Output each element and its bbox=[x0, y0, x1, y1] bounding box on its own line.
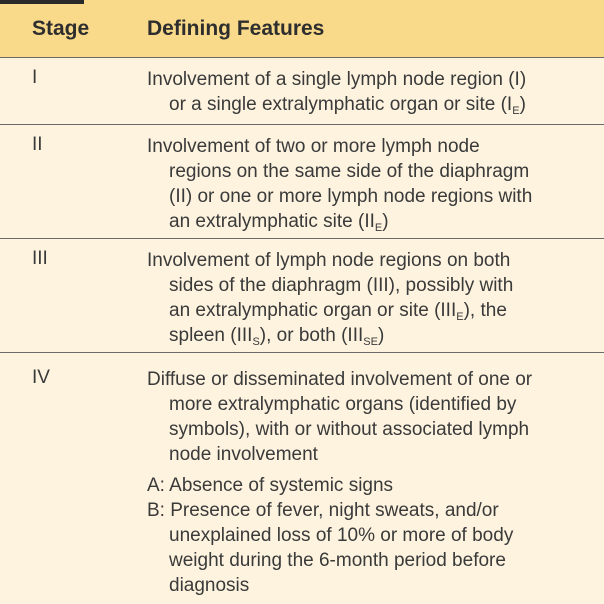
feature-line: symbols), with or without associated lymph bbox=[169, 419, 530, 440]
feature-line: more extralymphatic organs (identified by bbox=[169, 394, 517, 415]
feature-line: Involvement of two or more lymph node bbox=[147, 136, 480, 157]
stage-features bbox=[147, 367, 587, 598]
feature-line: unexplained loss of 10% or more of body bbox=[169, 525, 514, 546]
stage-features bbox=[147, 134, 587, 234]
feature-line: node involvement bbox=[169, 444, 318, 465]
header-defining-features: Defining Features bbox=[147, 17, 325, 40]
stage-label: II bbox=[32, 134, 43, 155]
table-row-stage-3 bbox=[0, 239, 604, 353]
top-edge-strip bbox=[0, 0, 84, 4]
feature-line: an extralymphatic organ or site $(III_E)$, the bbox=[169, 300, 507, 323]
table-row-stage-2 bbox=[0, 125, 604, 239]
header-stage: Stage bbox=[32, 17, 90, 40]
feature-line: regions on the same side of the diaphragm bbox=[169, 161, 530, 182]
table-row-stage-4 bbox=[0, 353, 604, 604]
table-header bbox=[0, 0, 604, 58]
feature-line: (II) or one or more lymph node regions with bbox=[169, 186, 533, 207]
feature-line: Involvement of a single lymph node region (I) bbox=[147, 69, 527, 90]
feature-line: an extralymphatic site $(II_E)$ bbox=[169, 211, 389, 234]
feature-line: Diffuse or disseminated involvement of one or bbox=[147, 369, 533, 390]
feature-line: weight during the 6-month period before bbox=[169, 550, 506, 571]
feature-line: spleen $(III_S)$, or both $(III_{SE})$ bbox=[169, 325, 385, 348]
stage-label: III bbox=[32, 248, 48, 269]
stage-features bbox=[147, 67, 587, 117]
stage-label: I bbox=[32, 67, 38, 88]
feature-line: sides of the diaphragm (III), possibly with bbox=[169, 275, 514, 296]
table-row-stage-1 bbox=[0, 58, 604, 125]
stage-label: IV bbox=[32, 367, 50, 388]
feature-sub-b: B: Presence of fever, night sweats, and/or bbox=[147, 500, 499, 521]
feature-line: diagnosis bbox=[169, 575, 250, 596]
feature-line: Involvement of lymph node regions on both bbox=[147, 250, 511, 271]
stage-features bbox=[147, 248, 587, 348]
feature-sub-a: A: Absence of systemic signs bbox=[147, 475, 394, 496]
feature-line: or a single extralymphatic organ or site $(I_E)$ bbox=[169, 94, 526, 117]
